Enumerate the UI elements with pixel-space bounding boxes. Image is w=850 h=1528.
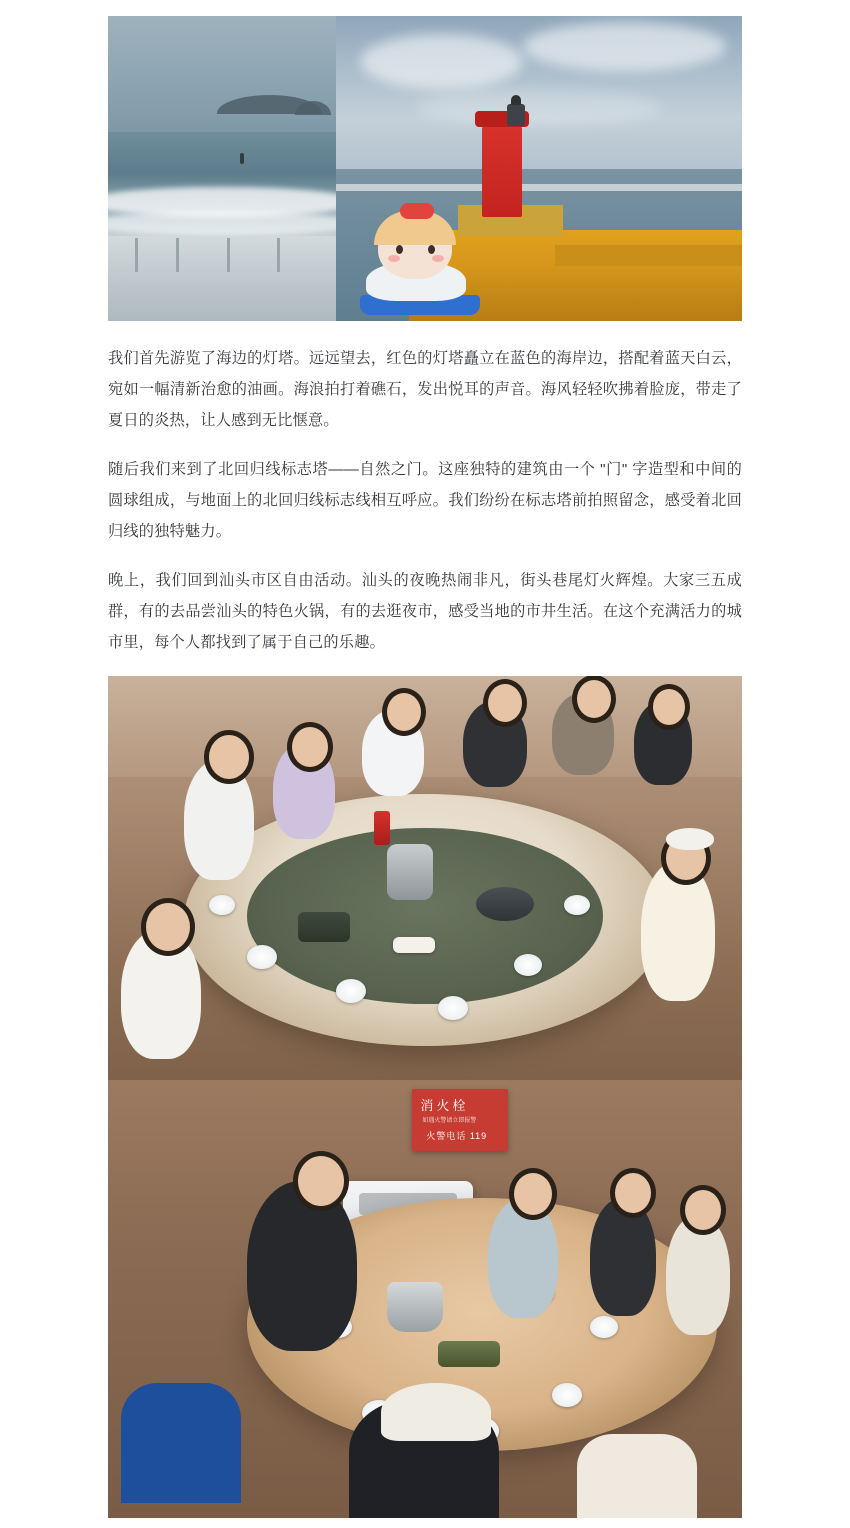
guest-person (184, 760, 254, 880)
article-text-block (108, 321, 742, 658)
guest-head (653, 689, 685, 725)
guest-person (666, 1215, 730, 1335)
guest-person (488, 1198, 558, 1318)
serving-plate (393, 937, 435, 953)
foreground-person (577, 1434, 697, 1518)
sign-note: 如遇火警请立即报警 (422, 1117, 477, 1124)
stir-fry-dish (298, 912, 350, 942)
wave-foam (108, 211, 336, 235)
vegetable-dish (438, 1341, 500, 1367)
guest-head (615, 1173, 651, 1213)
sky-region (108, 16, 336, 138)
tea-cup (514, 954, 542, 976)
seaside-lighthouse-collage[interactable] (108, 16, 742, 321)
guest-person (641, 861, 715, 1001)
tea-cup (552, 1383, 582, 1407)
soup-pot (387, 844, 433, 900)
sign-subtitle: 火警电话 119 (426, 1130, 488, 1141)
sign-title: 消火栓 (420, 1097, 469, 1113)
lighthouse-pier-photo[interactable] (336, 16, 742, 321)
doll-bow (400, 203, 434, 219)
guest-person (247, 1181, 357, 1351)
fire-hydrant-sign (412, 1089, 508, 1151)
fence-post (135, 238, 138, 272)
hotpot-pan (476, 887, 534, 921)
coke-can (374, 811, 390, 845)
fence-post (176, 238, 179, 272)
guest-head (514, 1173, 552, 1215)
fence-post (227, 238, 230, 272)
fence-post (277, 238, 280, 272)
guest-head (387, 693, 421, 731)
yellow-pier-extension (555, 245, 742, 266)
lighthouse-lamp-icon (507, 104, 525, 126)
guest-head (298, 1156, 344, 1206)
red-lighthouse-tower (482, 125, 522, 217)
group-dinner-photo[interactable] (108, 676, 742, 1518)
paragraph-1: 我们首先游览了海边的灯塔。远远望去，红色的灯塔矗立在蓝色的海岸边，搭配着蓝天白云，宛如一幅清新治愈的油画。海浪拍打着礁石，发出悦耳的声音。海风轻轻吹拂着脸庞，带走了夏日的炎热，让人感到无比惬意。 (108, 350, 742, 429)
sea-bridge (336, 184, 742, 191)
foreground-person (121, 1383, 241, 1503)
tea-cup (590, 1316, 618, 1338)
guest-head (292, 727, 328, 767)
cloud-shape (417, 89, 661, 126)
beach-waves-photo[interactable] (108, 16, 336, 321)
inflatable-doll (360, 207, 480, 315)
rice-bowl (438, 996, 468, 1020)
cloud-shape (360, 34, 522, 89)
white-cap (666, 828, 714, 850)
guest-person (590, 1198, 656, 1316)
beach-region (108, 236, 336, 321)
white-cap (381, 1383, 491, 1441)
paragraph-3: 晚上，我们回到汕头市区自由活动。汕头的夜晚热闹非凡，街头巷尾灯火辉煌。大家三五成群，有的去品尝汕头的特色火锅，有的去逛夜市，感受当地的市井生活。在这个充满活力的城市里，每个人都找到了属于自己的乐趣。 (108, 572, 742, 651)
surfer-silhouette (240, 153, 244, 164)
guest-head (685, 1190, 721, 1230)
paragraph-2: 随后我们来到了北回归线标志塔——自然之门。这座独特的建筑由一个 "门" 字造型和中间的圆球组成，与地面上的北回归线标志线相互呼应。我们纷纷在标志塔前拍照留念，感受着北回归线的独特魅力。 (108, 461, 742, 540)
cloud-shape (523, 22, 726, 71)
hotpot-steamer (387, 1282, 443, 1332)
